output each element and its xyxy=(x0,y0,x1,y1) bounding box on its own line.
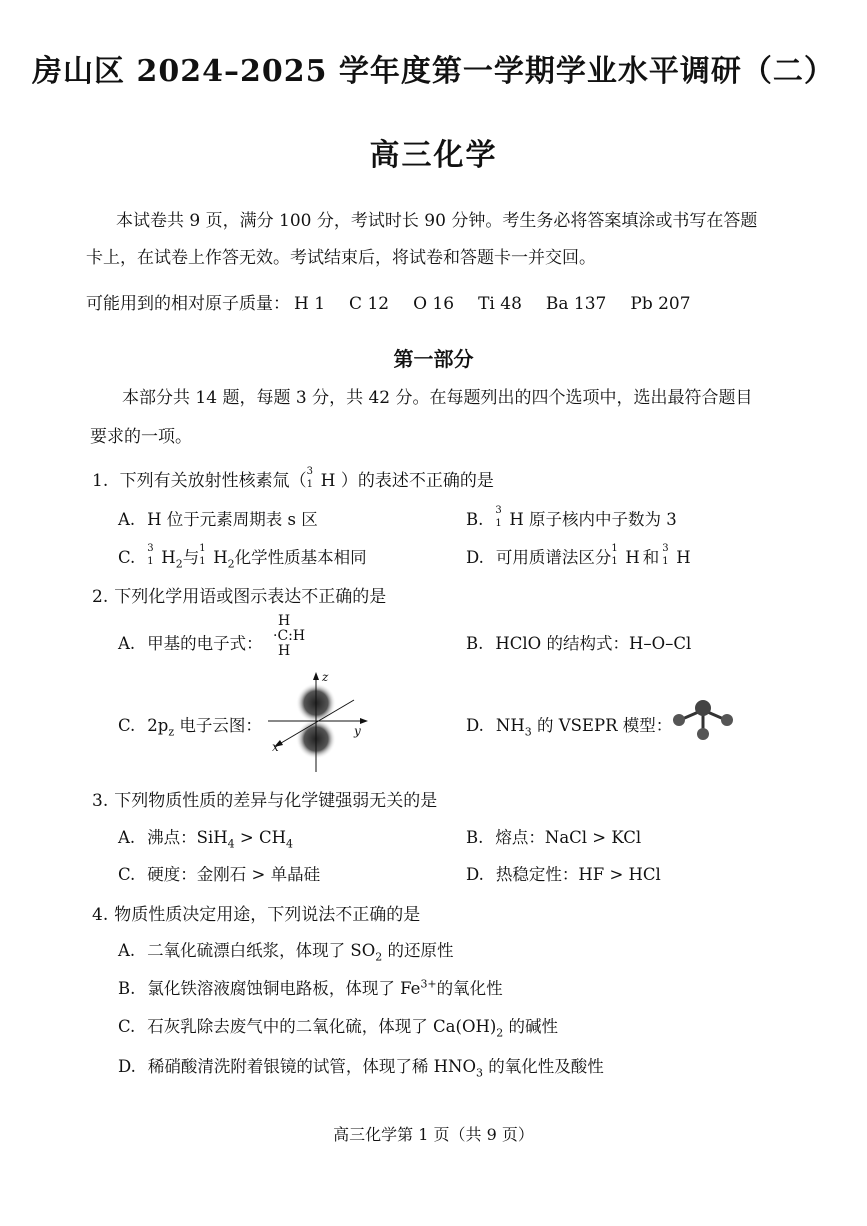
atomic-mass-item: C 12 xyxy=(349,294,390,314)
question-1-stem xyxy=(92,466,494,491)
q3-option-d[interactable]: D. 热稳定性：HF > HCl xyxy=(466,865,661,884)
q4-option-c[interactable]: C. 石灰乳除去废气中的二氧化硫，体现了 $Ca(OH)_2$ 的碱性 xyxy=(118,1017,559,1040)
atomic-mass-item: Pb 207 xyxy=(630,294,691,314)
q4-option-b[interactable]: B. 氯化铁溶液腐蚀铜电路板，体现了 $Fe^{3+}$的氧化性 xyxy=(118,977,503,998)
q3-option-b[interactable]: B. 熔点：NaCl > KCl xyxy=(466,828,642,847)
q3-option-a[interactable]: A. 沸点：$SiH_4 > CH_4$ xyxy=(118,828,293,851)
atomic-mass-item: Ti 48 xyxy=(478,294,522,314)
q3-option-c[interactable]: C. 硬度：金刚石 > 单晶硅 xyxy=(118,865,321,884)
q1-option-b[interactable]: B. 3 1 H 原子核内中子数为 3 xyxy=(466,505,677,529)
q4-option-d[interactable]: D. 稀硝酸清洗附着银镜的试管，体现了稀 $HNO_3$ 的氧化性及酸性 xyxy=(118,1057,604,1080)
q1-option-d[interactable]: D. 可用质谱法区分 1 1 H 和 3 1 H xyxy=(466,543,691,567)
q2-option-c[interactable]: C. $2p_z$ 电子云图： xyxy=(118,716,262,739)
nuclide-notation: 3 1 xyxy=(306,466,314,490)
q4-option-a[interactable]: A. 二氧化硫漂白纸浆，体现了 $SO_2$ 的还原性 xyxy=(118,941,454,964)
part-one-intro-line-1: 本部分共 14 题，每题 3 分，共 42 分。在每题列出的四个选项中，选出最符合题目 xyxy=(122,388,753,408)
q1-option-c[interactable]: C. 3 1 $H_2$与 1 1 $H_2$化学性质基本相同 xyxy=(118,543,367,571)
atomic-mass-item: H 1 xyxy=(294,294,326,314)
atomic-mass-line xyxy=(86,296,715,313)
nh3-vsepr-model xyxy=(670,698,736,742)
page-footer: 高三化学第 1 页（共 9 页） xyxy=(333,1125,534,1144)
methyl-electron-formula: H ·C:H H xyxy=(273,613,306,659)
q2-option-b[interactable]: B. HClO 的结构式：H–O–Cl xyxy=(466,634,692,653)
part-one-intro-line-2: 要求的一项。 xyxy=(90,427,192,447)
q2-option-d[interactable]: D. $NH_3$ 的 VSEPR 模型： xyxy=(466,716,673,739)
question-2-stem: 2. 下列化学用语或图示表达不正确的是 xyxy=(92,587,387,607)
instructions-line-2: 卡上，在试卷上作答无效。考试结束后，将试卷和答题卡一并交回。 xyxy=(86,248,596,268)
exam-subject: 高三化学 xyxy=(369,138,498,173)
axis-y-label: y xyxy=(354,724,361,738)
atomic-mass-item: O 16 xyxy=(413,294,455,314)
axis-x-label: x xyxy=(272,740,279,754)
exam-title: 房山区 2024–2025 学年度第一学期学业水平调研（二） xyxy=(32,54,835,89)
question-4-stem: 4. 物质性质决定用途，下列说法不正确的是 xyxy=(92,905,421,925)
q2-option-a[interactable]: A. 甲基的电子式： xyxy=(118,634,263,653)
question-3-stem: 3. 下列物质性质的差异与化学键强弱无关的是 xyxy=(92,791,438,811)
question-text: ）的表述不正确的是 xyxy=(335,471,494,491)
axis-z-label: z xyxy=(322,670,329,684)
atomic-mass-label: 可能用到的相对原子质量： xyxy=(86,294,290,314)
part-one-heading: 第一部分 xyxy=(393,347,474,371)
atomic-mass-item: Ba 137 xyxy=(545,294,607,314)
element-symbol: H xyxy=(320,471,336,491)
q1-option-a[interactable]: A. H 位于元素周期表 s 区 xyxy=(118,510,318,529)
2pz-electron-cloud-diagram xyxy=(266,670,376,775)
question-text: 下列有关放射性核素氚（ xyxy=(119,471,307,491)
question-number: 1. xyxy=(92,471,109,491)
instructions-line-1: 本试卷共 9 页，满分 100 分，考试时长 90 分钟。考生务必将答案填涂或书写在答题 xyxy=(116,211,758,231)
